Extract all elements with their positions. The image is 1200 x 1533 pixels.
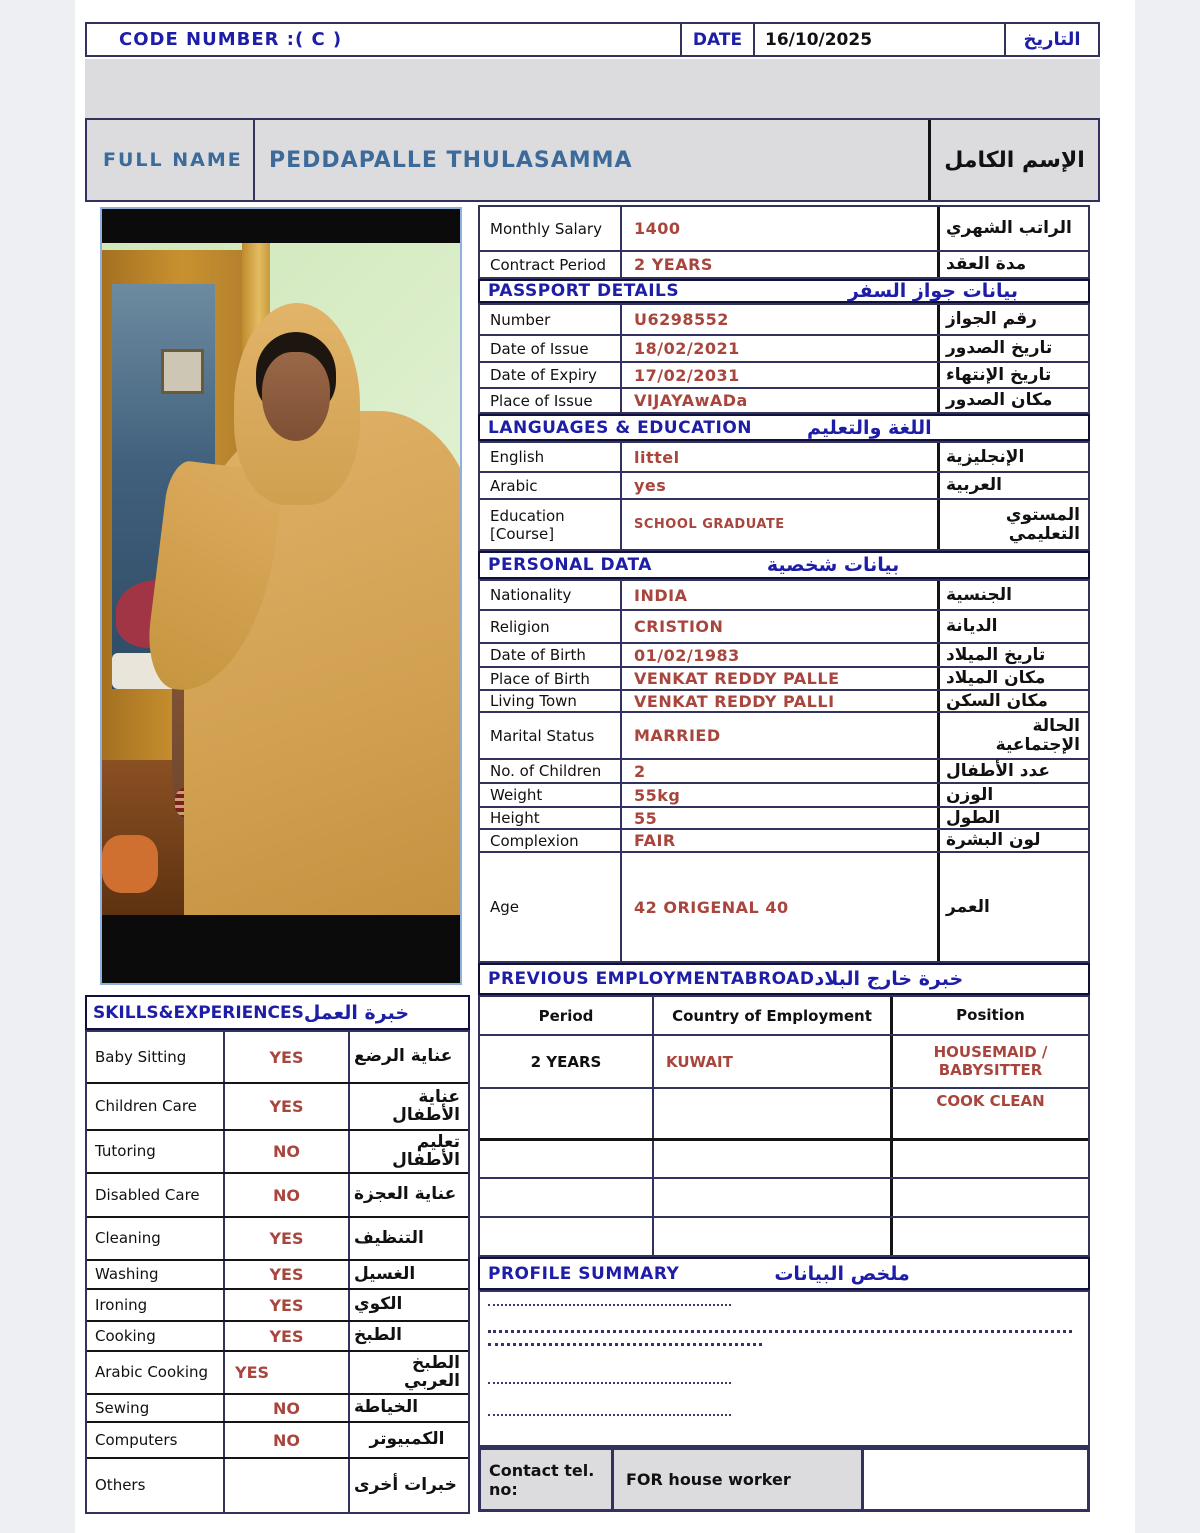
- row-label: Education [Course]: [490, 506, 565, 543]
- skill-label: Baby Sitting: [95, 1047, 187, 1066]
- photo-letterbox-bottom: [102, 915, 460, 983]
- skill-label: Children Care: [95, 1097, 197, 1116]
- skill-value: YES: [223, 1352, 348, 1393]
- employment-row: [480, 1034, 1088, 1087]
- table-row: [480, 689, 1088, 711]
- salary-table: [478, 205, 1090, 279]
- row-label-arabic: مكان الصدور: [937, 389, 1088, 412]
- skill-label: Disabled Care: [95, 1185, 200, 1204]
- blank-line: [488, 1330, 1072, 1333]
- full-name-row: [85, 118, 1100, 202]
- row-label: Place of Issue: [490, 391, 593, 410]
- contact-label: Contact tel. no:: [481, 1450, 611, 1509]
- blank-line: [488, 1304, 731, 1306]
- row-label: Place of Birth: [490, 669, 590, 688]
- row-label: Height: [490, 809, 540, 827]
- row-label-arabic: الراتب الشهري: [937, 207, 1088, 250]
- row-label: Date of Birth: [490, 646, 586, 664]
- skill-label-arabic: الخياطة: [348, 1395, 468, 1421]
- table-row: [480, 666, 1088, 689]
- section-title: PREVIOUS EMPLOYMENTABROAD: [488, 969, 815, 989]
- skill-row: [87, 1421, 468, 1457]
- country-cell: [652, 1141, 890, 1177]
- section-title: SKILLS&EXPERIENCES: [93, 1002, 304, 1023]
- languages-section-header: [478, 414, 1090, 441]
- passport-table: [478, 303, 1090, 414]
- skill-label-arabic: الطبخ: [348, 1322, 468, 1350]
- employment-section-header: [478, 963, 1090, 995]
- row-label: No. of Children: [490, 762, 602, 780]
- row-label: Marital Status: [490, 726, 595, 745]
- skill-value: YES: [223, 1032, 348, 1082]
- section-title: LANGUAGES & EDUCATION: [488, 417, 753, 438]
- row-value: 42 ORIGENAL 40: [620, 853, 937, 961]
- row-value: 55kg: [620, 784, 937, 806]
- country-cell: [652, 1218, 890, 1255]
- row-label-arabic: الديانة: [937, 611, 1088, 642]
- country-cell: KUWAIT: [652, 1036, 890, 1087]
- row-value: 55: [620, 808, 937, 828]
- full-name-value: PEDDAPALLE THULASAMMA: [253, 120, 928, 200]
- skill-row: [87, 1216, 468, 1259]
- skill-label: Others: [95, 1476, 146, 1495]
- blank-line: [488, 1343, 762, 1346]
- skill-value: NO: [223, 1423, 348, 1457]
- row-label-arabic: الحالة الإجتماعية: [937, 713, 1088, 758]
- employment-row: [480, 1087, 1088, 1138]
- table-row: [480, 609, 1088, 642]
- row-label: Date of Expiry: [490, 366, 597, 384]
- row-label-arabic: تاريخ الإنتهاء: [937, 363, 1088, 387]
- code-number: CODE NUMBER :( C ): [119, 29, 343, 50]
- face: [262, 352, 330, 441]
- table-row: [480, 387, 1088, 412]
- skill-label-arabic: عناية الأطفال: [348, 1084, 468, 1129]
- skill-label-arabic: الكوي: [348, 1290, 468, 1320]
- row-label-arabic: الوزن: [937, 784, 1088, 806]
- period-cell: [480, 1218, 652, 1255]
- row-label-arabic: الجنسية: [937, 581, 1088, 609]
- skill-label: Tutoring: [95, 1142, 156, 1161]
- row-value: 17/02/2031: [620, 363, 937, 387]
- profile-summary-header: [478, 1257, 1090, 1290]
- employment-table: [478, 995, 1090, 1257]
- row-label: Number: [490, 310, 551, 329]
- table-row: [480, 642, 1088, 666]
- row-value: MARRIED: [620, 713, 937, 758]
- row-value: VENKAT REDDY PALLI: [620, 691, 937, 711]
- skill-label: Computers: [95, 1430, 178, 1449]
- row-label: Age: [490, 898, 520, 916]
- row-value: U6298552: [620, 305, 937, 334]
- skill-label: Arabic Cooking: [95, 1363, 209, 1382]
- skill-value: YES: [223, 1290, 348, 1320]
- column-header: Period: [538, 1006, 594, 1025]
- country-cell: [652, 1179, 890, 1216]
- row-label-arabic: تاريخ الميلاد: [937, 644, 1088, 666]
- profile-summary-box: [478, 1290, 1090, 1447]
- date-label: DATE: [680, 24, 755, 55]
- row-value: VIJAYAwADa: [620, 389, 937, 412]
- row-label: English: [490, 448, 545, 466]
- code-date-bar: [85, 22, 1100, 57]
- applicant-photo: [100, 207, 462, 985]
- position-cell: HOUSEMAID / BABYSITTER: [890, 1036, 1088, 1087]
- section-title-arabic: خبرة العمل: [303, 1001, 410, 1024]
- row-label-arabic: الإنجليزية: [937, 443, 1088, 471]
- row-value: SCHOOL GRADUATE: [620, 500, 937, 549]
- skill-value: YES: [223, 1218, 348, 1259]
- table-row: [480, 782, 1088, 806]
- row-label: Date of Issue: [490, 339, 589, 358]
- section-title-arabic: بيانات جواز السفر: [847, 280, 1018, 302]
- row-label-arabic: تاريخ الصدور: [937, 336, 1088, 361]
- skill-label: Washing: [95, 1265, 159, 1284]
- skill-row: [87, 1320, 468, 1350]
- row-value: VENKAT REDDY PALLE: [620, 668, 937, 689]
- table-row: [480, 581, 1088, 609]
- skill-label: Sewing: [95, 1398, 150, 1417]
- table-row: [480, 443, 1088, 471]
- full-name-label-arabic: الإسم الكامل: [928, 120, 1098, 200]
- row-label: Religion: [490, 617, 550, 636]
- row-value: littel: [620, 443, 937, 471]
- row-label-arabic: مكان الميلاد: [937, 668, 1088, 689]
- skills-section-header: [85, 995, 470, 1030]
- contact-row: [478, 1447, 1090, 1512]
- skill-label-arabic: التنظيف: [348, 1218, 468, 1259]
- photo-letterbox-top: [102, 209, 460, 243]
- skill-value: YES: [223, 1322, 348, 1350]
- skill-row: [87, 1082, 468, 1129]
- table-row: [480, 305, 1088, 334]
- skill-row: [87, 1457, 468, 1512]
- contact-value: FOR house worker: [611, 1450, 861, 1509]
- period-cell: [480, 1179, 652, 1216]
- section-title: PROFILE SUMMARY: [488, 1263, 680, 1284]
- skill-label-arabic: الكمبيوتر: [348, 1423, 468, 1457]
- column-header: Position: [890, 997, 1088, 1034]
- skills-table: [85, 1030, 470, 1514]
- skill-row: [87, 1032, 468, 1082]
- skill-label: Ironing: [95, 1295, 148, 1314]
- row-label-arabic: مكان السكن: [937, 691, 1088, 711]
- skill-value: YES: [223, 1084, 348, 1129]
- skill-row: [87, 1129, 468, 1172]
- skill-row: [87, 1259, 468, 1288]
- table-row: [480, 758, 1088, 782]
- table-row: [480, 711, 1088, 758]
- section-title: PERSONAL DATA: [488, 555, 652, 575]
- period-cell: [480, 1089, 652, 1138]
- row-label-arabic: المستوي التعليمي: [937, 500, 1088, 549]
- skill-value: NO: [223, 1131, 348, 1172]
- wall-picture: [161, 349, 204, 393]
- row-label: Nationality: [490, 586, 572, 604]
- skill-row: [87, 1172, 468, 1216]
- column-header: Country of Employment: [652, 997, 890, 1034]
- date-value: 16/10/2025: [755, 24, 1006, 55]
- row-label-arabic: العربية: [937, 473, 1088, 498]
- section-title-arabic: ملخص البيانات: [774, 1262, 910, 1285]
- table-row: [480, 207, 1088, 250]
- skill-label-arabic: خبرات أخرى: [348, 1459, 468, 1512]
- skill-label-arabic: عناية الرضع: [348, 1032, 468, 1082]
- row-label: Arabic: [490, 476, 538, 495]
- row-value: 2 YEARS: [620, 252, 937, 277]
- row-value: 18/02/2021: [620, 336, 937, 361]
- period-cell: [480, 1141, 652, 1177]
- blank-line: [488, 1382, 731, 1384]
- cv-sheet: [75, 0, 1135, 1533]
- table-row: [480, 471, 1088, 498]
- skill-value: [223, 1459, 348, 1512]
- row-value: CRISTION: [620, 611, 937, 642]
- row-label: Weight: [490, 786, 543, 804]
- row-value: 1400: [620, 207, 937, 250]
- country-cell: [652, 1089, 890, 1138]
- row-label-arabic: لون البشرة: [937, 830, 1088, 851]
- details-column: [478, 205, 1090, 1512]
- employment-row: [480, 1216, 1088, 1255]
- skill-label-arabic: الغسيل: [348, 1261, 468, 1288]
- position-cell: [890, 1218, 1088, 1255]
- photo-scene: [102, 243, 460, 915]
- skill-value: NO: [223, 1174, 348, 1216]
- empty-gray-band: [85, 59, 1100, 118]
- row-value: yes: [620, 473, 937, 498]
- skill-row: [87, 1350, 468, 1393]
- row-value: INDIA: [620, 581, 937, 609]
- employment-header-row: [480, 997, 1088, 1034]
- languages-table: [478, 441, 1090, 551]
- section-title-arabic: اللغة والتعليم: [807, 416, 932, 439]
- row-label-arabic: مدة العقد: [937, 252, 1088, 277]
- employment-row: [480, 1138, 1088, 1177]
- table-row: [480, 334, 1088, 361]
- period-cell: 2 YEARS: [530, 1052, 602, 1071]
- skill-label-arabic: عناية العجزة: [348, 1174, 468, 1216]
- contact-empty-cell: [861, 1450, 1087, 1509]
- section-title-arabic: خبرة خارج البلاد: [814, 968, 964, 990]
- row-label: Living Town: [490, 692, 577, 710]
- personal-table: [478, 579, 1090, 963]
- employment-row: [480, 1177, 1088, 1216]
- row-label: Complexion: [490, 831, 579, 850]
- table-row: [480, 828, 1088, 851]
- position-cell: [890, 1141, 1088, 1177]
- skill-value: YES: [223, 1261, 348, 1288]
- row-value: FAIR: [620, 830, 937, 851]
- passport-section-header: [478, 279, 1090, 303]
- table-row: [480, 498, 1088, 549]
- row-label: Contract Period: [490, 255, 607, 274]
- date-label-arabic: التاريخ: [1023, 29, 1081, 50]
- skill-row: [87, 1288, 468, 1320]
- skill-label: Cleaning: [95, 1229, 161, 1248]
- table-row: [480, 250, 1088, 277]
- row-label-arabic: الطول: [937, 808, 1088, 828]
- row-label-arabic: العمر: [937, 853, 1088, 961]
- table-row: [480, 806, 1088, 828]
- row-value: 2: [620, 760, 937, 782]
- skills-column: [85, 995, 470, 1514]
- section-title-arabic: بيانات شخصية: [766, 554, 900, 576]
- skill-label: Cooking: [95, 1326, 156, 1345]
- skill-label-arabic: الطبخ العربي: [348, 1352, 468, 1393]
- blank-line: [488, 1414, 731, 1416]
- position-cell: [890, 1179, 1088, 1216]
- row-label-arabic: عدد الأطفال: [937, 760, 1088, 782]
- personal-section-header: [478, 551, 1090, 579]
- row-label: Monthly Salary: [490, 219, 602, 238]
- table-row: [480, 851, 1088, 961]
- table-row: [480, 361, 1088, 387]
- section-title: PASSPORT DETAILS: [488, 281, 680, 301]
- row-value: 01/02/1983: [620, 644, 937, 666]
- skill-value: NO: [223, 1395, 348, 1421]
- row-label-arabic: رقم الجواز: [937, 305, 1088, 334]
- skill-row: [87, 1393, 468, 1421]
- full-name-label: FULL NAME: [103, 149, 243, 171]
- position-cell: COOK CLEAN: [890, 1089, 1088, 1138]
- skill-label-arabic: تعليم الأطفال: [348, 1131, 468, 1172]
